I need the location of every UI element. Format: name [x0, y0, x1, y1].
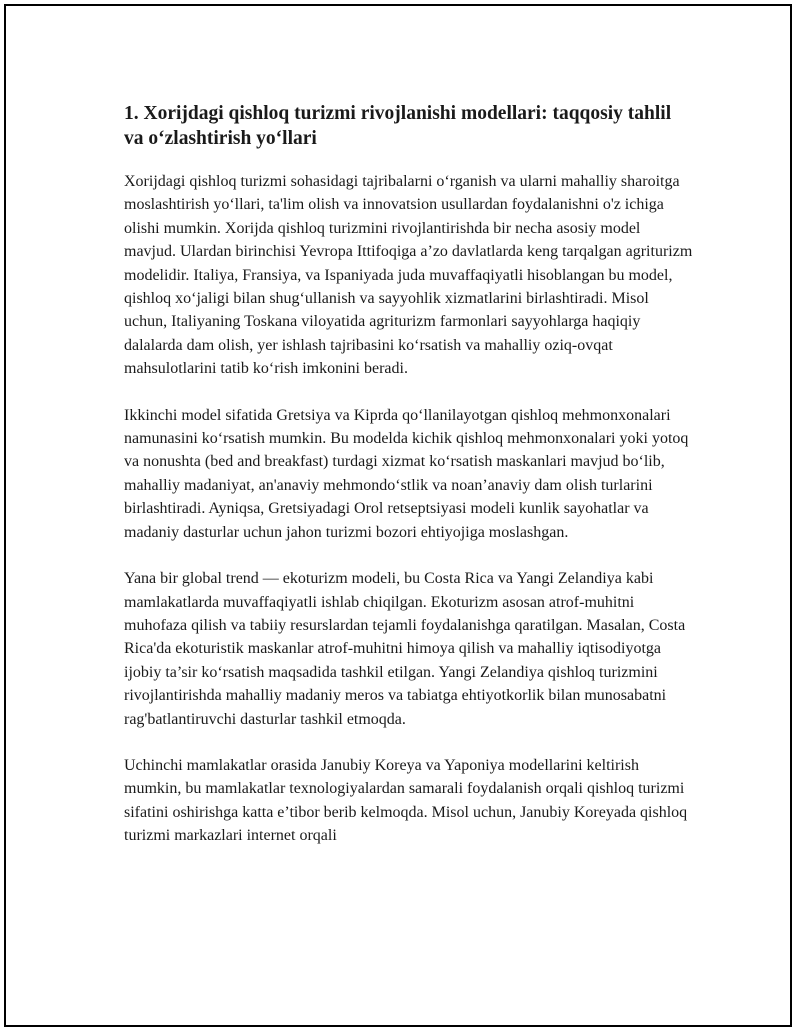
paragraph-asia-models: Uchinchi mamlakatlar orasida Janubiy Koreya va Yaponiya modellarini keltirish mumkin, bu mamlakatlar texnologiyalardan samarali foydalanish orqali qishloq turizmi sifatini oshirishga katta e’tibor berib kelmoqda. Misol uchun, Janubiy Koreyada qishloq turizmi markazlari internet orqali: [124, 756, 688, 845]
paragraph-rural-hotels: Ikkinchi model sifatida Gretsiya va Kiprda qo‘llanilayotgan qishloq mehmonxonalari namunasini ko‘rsatish mumkin. Bu modelda kichik qishloq mehmonxonalari yoki yotoq va nonushta (bed and breakfast) turdagi xizmat ko‘rsatish maskanlari mavjud bo‘lib, mahalliy madaniyat, an'anaviy mehmondo‘stlik va noan’anaviy dam olish turlarini birlashtiradi. Ayniqsa, Gretsiyadagi Orol retseptsiyasi modeli kunlik sayohatlar va madaniy dasturlar uchun jahon turizmi bozori ehtiyojiga moslashgan.: [124, 406, 689, 541]
paragraph-agritourism: Xorijdagi qishloq turizmi sohasidagi tajribalarni o‘rganish va ularni mahalliy sharoitga moslashtirish yo‘llari, ta'lim olish va innovatsion usullardan foydalanishni o'z ichiga olishi mumkin. Xorijda qishloq turizmini rivojlantirishda bir necha asosiy model mavjud. Ulardan birinchisi Yevropa Ittifoqiga a’zo davlatlarda keng tarqalgan agriturizm modelidir. Italiya, Fransiya, va Ispaniyada juda muvaffaqiyatli hisoblangan bu model, qishloq xo‘jaligi bilan shug‘ullanish va sayyohlik xizmatlarini birlashtiradi. Misol uchun, Italiyaning Toskana viloyatida agriturizm farmonlari sayyohlarga haqiqiy dalalarda dam olish, yer ishlash tajribasini ko‘rsatish va mahalliy oziq-ovqat mahsulotlarini tatib ko‘rish imkonini beradi.: [124, 173, 693, 378]
paragraph-ecotourism: Yana bir global trend — ekoturizm modeli, bu Costa Rica va Yangi Zelandiya kabi mamlakatlarda muvaffaqiyatli ishlab chiqilgan. Ekoturizm asosan atrof-muhitni muhofaza qilish va tabiiy resurslardan tejamli foydalanishga qaratilgan. Masalan, Costa Rica'da ekoturistik maskanlar atrof-muhitni himoya qilish va mahalliy iqtisodiyotga ijobiy ta’sir ko‘rsatish maqsadida tashkil etilgan. Yangi Zelandiya qishloq turizmini rivojlantirishda mahalliy madaniy meros va tabiatga ehtiyotkorlik bilan munosabatni rag'batlantiruvchi dasturlar tashkil etmoqda.: [124, 570, 686, 728]
section-heading: 1. Xorijdagi qishloq turizmi rivojlanishi modellari: taqqosiy tahlil va o‘zlashtirish yo‘llari: [124, 103, 672, 149]
document-body: [124, 101, 694, 871]
page-frame: [4, 4, 792, 1027]
